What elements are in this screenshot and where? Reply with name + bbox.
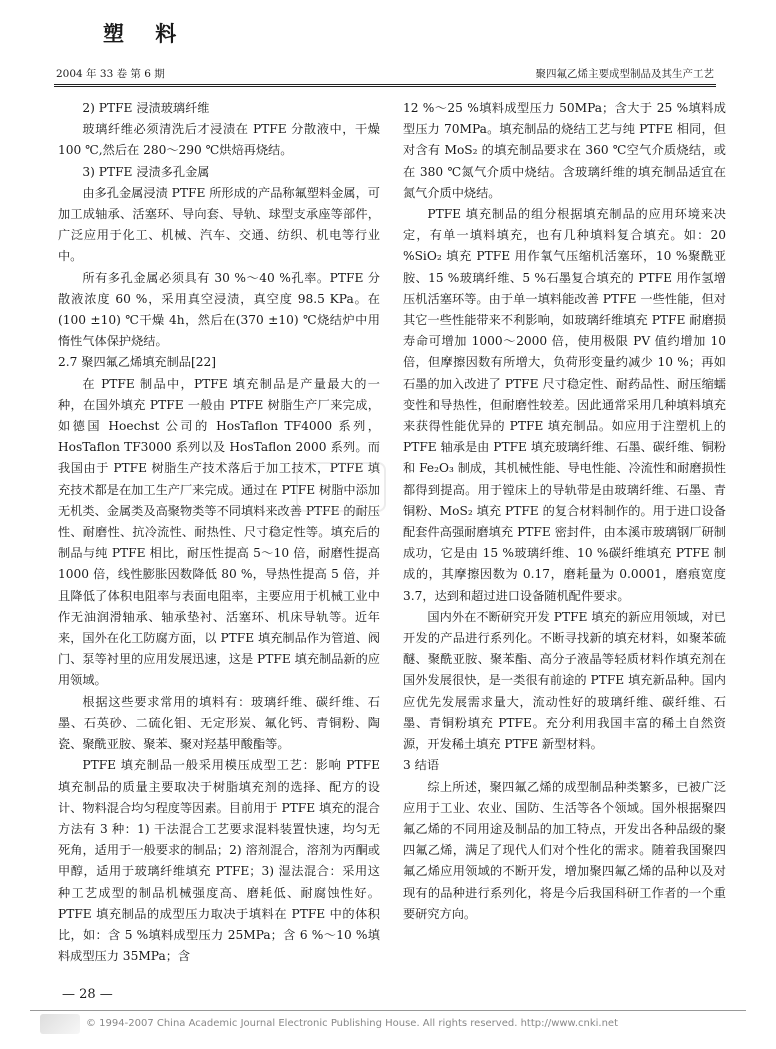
paragraph: 国内外在不断研究开发 PTFE 填充的新应用领域，对已开发的产品进行系列化。不断寻找新的填充材料，如聚苯硫醚、聚酰亚胺、聚苯酯、高分子液晶等轻质材料作填充剂在国外发展很快，是一类很有前途的 PTFE 填充新品种。国内应优先发展需求量大，流动性好的玻璃纤维、碳纤维、石墨、青铜粉填充 PTFE。充分利用我国丰富的稀土自然资源，开发稀土填充 PTFE 新型材料。 xyxy=(403,609,726,752)
paragraph: 根据这些要求常用的填料有：玻璃纤维、碳纤维、石墨、石英砂、二硫化钼、无定形炭、氟化钙、青铜粉、陶瓷、聚酰亚胺、聚苯、聚对羟基甲酸酯等。 xyxy=(58,694,380,752)
header-rule xyxy=(54,84,716,85)
subheading-ptfe-glass-fiber: 2) PTFE 浸渍玻璃纤维 xyxy=(82,101,210,115)
copyright-footer: © 1994-2007 China Academic Journal Electronic Publishing House. All rights reserved. http://www.cnki.net xyxy=(86,1018,618,1029)
paragraph: 由多孔金属浸渍 PTFE 所形成的产品称氟塑料金属，可加工成轴承、活塞环、导向套、导轨、球型支承座等部件，广泛应用于化工、机械、汽车、交通、纺织、机电等行业中。 xyxy=(58,185,380,264)
running-title: 聚四氟乙烯主要成型制品及其生产工艺 xyxy=(535,68,714,80)
paragraph: 综上所述，聚四氟乙烯的成型制品种类繁多，已被广泛应用于工业、农业、国防、生活等各个领域。国外根据聚四氟乙烯的不同用途及制品的加工特点，开发出各种品级的聚四氟乙烯，满足了现代人们对个性化的需求。随着我国聚四氟乙烯应用领域的不断开发，增加聚四氟乙烯的品种以及对现有的品种进行系列化，将是今后我国科研工作者的一个重要研究方向。 xyxy=(403,779,726,921)
left-column xyxy=(58,98,380,967)
paragraph: 12 %～25 %填料成型压力 50MPa；含大于 25 %填料成型压力 70MPa。填充制品的烧结工艺与纯 PTFE 相同，但对含有 MoS₂ 的填充制品要求在 360 ℃空气介质烧结，或在 380 ℃氮气介质中烧结。含玻璃纤维的填充制品适宜在氮气介质中烧结。 xyxy=(403,101,726,200)
journal-name: 塑 料 xyxy=(103,21,189,46)
subheading-ptfe-porous-metal: 3) PTFE 浸渍多孔金属 xyxy=(82,164,210,179)
section-heading-3: 3 结语 xyxy=(403,758,440,773)
section-heading-2-7: 2.7 聚四氟乙烯填充制品[22] xyxy=(58,355,216,370)
right-column xyxy=(403,98,726,925)
watermark-mark xyxy=(296,462,386,512)
paragraph: 玻璃纤维必须清洗后才浸渍在 PTFE 分散液中，干燥 100 ℃,然后在 280～290 ℃烘焙再烧结。 xyxy=(58,122,380,158)
paragraph: PTFE 填充制品一般采用模压成型工艺：影响 PTFE 填充制品的质量主要取决于树脂填充剂的选择、配方的设计、物料混合均匀程度等因素。目前用于 PTFE 填充的混合方法有 3 种：1) 干法混合工艺要求混料装置快速，均匀无死角，适用于一般要求的制品；2) 溶剂混合，溶剂为丙酮或甲醇，适用于玻璃纤维填充 PTFE；3) 湿法混合：采用这种工艺成型的制品机械强度高、磨耗低、耐腐蚀性好。PTFE 填充制品的成型压力取决于填料在 PTFE 中的体积比，如：含 5 %填料成型压力 25MPa；含 6 %～10 %填料成型压力 35MPa；含 xyxy=(58,758,380,964)
page-number: — 28 — xyxy=(62,987,113,1002)
issue-info: 2004 年 33 卷 第 6 期 xyxy=(56,68,165,80)
paragraph: 在 PTFE 制品中，PTFE 填充制品是产量最大的一种，在国外填充 PTFE 一般由 PTFE 树脂生产厂来完成，如德国 Hoechst 公司的 HosTaflon TF4000 系列，HosTaflon TF3000 系列以及 HosTaflon 2000 系列。而我国由于 PTFE 树脂生产技术落后于加工技术，PTFE 填充技术都是在加工生产厂来完成。通过在 PTFE 树脂中添加无机类、金属类及高聚物类等不同填料来改善 PTFE 的耐压性、耐磨性、抗冷流性、耐热性、尺寸稳定性等。填充后的制品与纯 PTFE 相比，耐压性提高 5～10 倍，耐磨性提高 1000 倍，线性膨胀因数降低 80 %，导热性提高 5 倍，并且降低了体积电阻率与表面电阻率，主要应用于机械工业中作无油润滑轴承、轴承垫衬、活塞环、机床导轨等。近年来，国外在化工防腐方面，以 PTFE 填充制品作为管道、阀门、泵等衬里的应用发展迅速，这是 PTFE 填充制品新的应用领域。 xyxy=(58,376,380,688)
footer-rule xyxy=(30,1010,746,1011)
paragraph: 所有多孔金属必须具有 30 %～40 %孔率。PTFE 分散液浓度 60 %，采用真空浸渍，真空度 98.5 KPa。在(100 ±10) ℃干燥 4h，然后在(370 ±10) ℃烧结炉中用惰性气体保护烧结。 xyxy=(58,270,380,349)
paragraph: PTFE 填充制品的组分根据填充制品的应用环境来决定，有单一填料填充，也有几种填料复合填充。如：20 %SiO₂ 填充 PTFE 用作氧气压缩机活塞环，10 %聚酰亚胺、15 %玻璃纤维、5 %石墨复合填充的 PTFE 用作氢增压机活塞环等。由于单一填料能改善 PTFE 一些性能，但对其它一些性能带来不利影响，如玻璃纤维填充 PTFE 耐磨损寿命可增加 1000～2000 倍，使用极限 PV 值约增加 10 倍，但摩擦因数有所增大，负荷形变量约减少 10 %；再如石墨的加入改进了 PTFE 尺寸稳定性、耐药品性、耐压缩蠕变性和导热性，但耐磨性较差。因此通常采用几种填料填充来获得性能优异的 PTFE 填充制品。如应用于注塑机上的 PTFE 轴承是由 PTFE 填充玻璃纤维、石墨、碳纤维、铜粉和 Fe₂O₃ 制成，其机械性能、导电性能、冷流性和耐磨损性都得到提高。用于镗床上的导轨带是由玻璃纤维、石墨、青铜粉、MoS₂ 填充 PTFE 的复合材料制作的。用于进口设备配套件高强耐磨填充 PTFE 密封件，由本溪市玻璃钢厂研制成功，它是由 15 %玻璃纤维、10 %碳纤维填充 PTFE 制成的，其摩擦因数为 0.17，磨耗量为 0.0001，磨痕宽度 3.7，达到和超过进口设备随机配件要求。 xyxy=(403,207,726,603)
header-rule-2 xyxy=(54,86,716,87)
publisher-logo-icon xyxy=(40,1014,80,1034)
